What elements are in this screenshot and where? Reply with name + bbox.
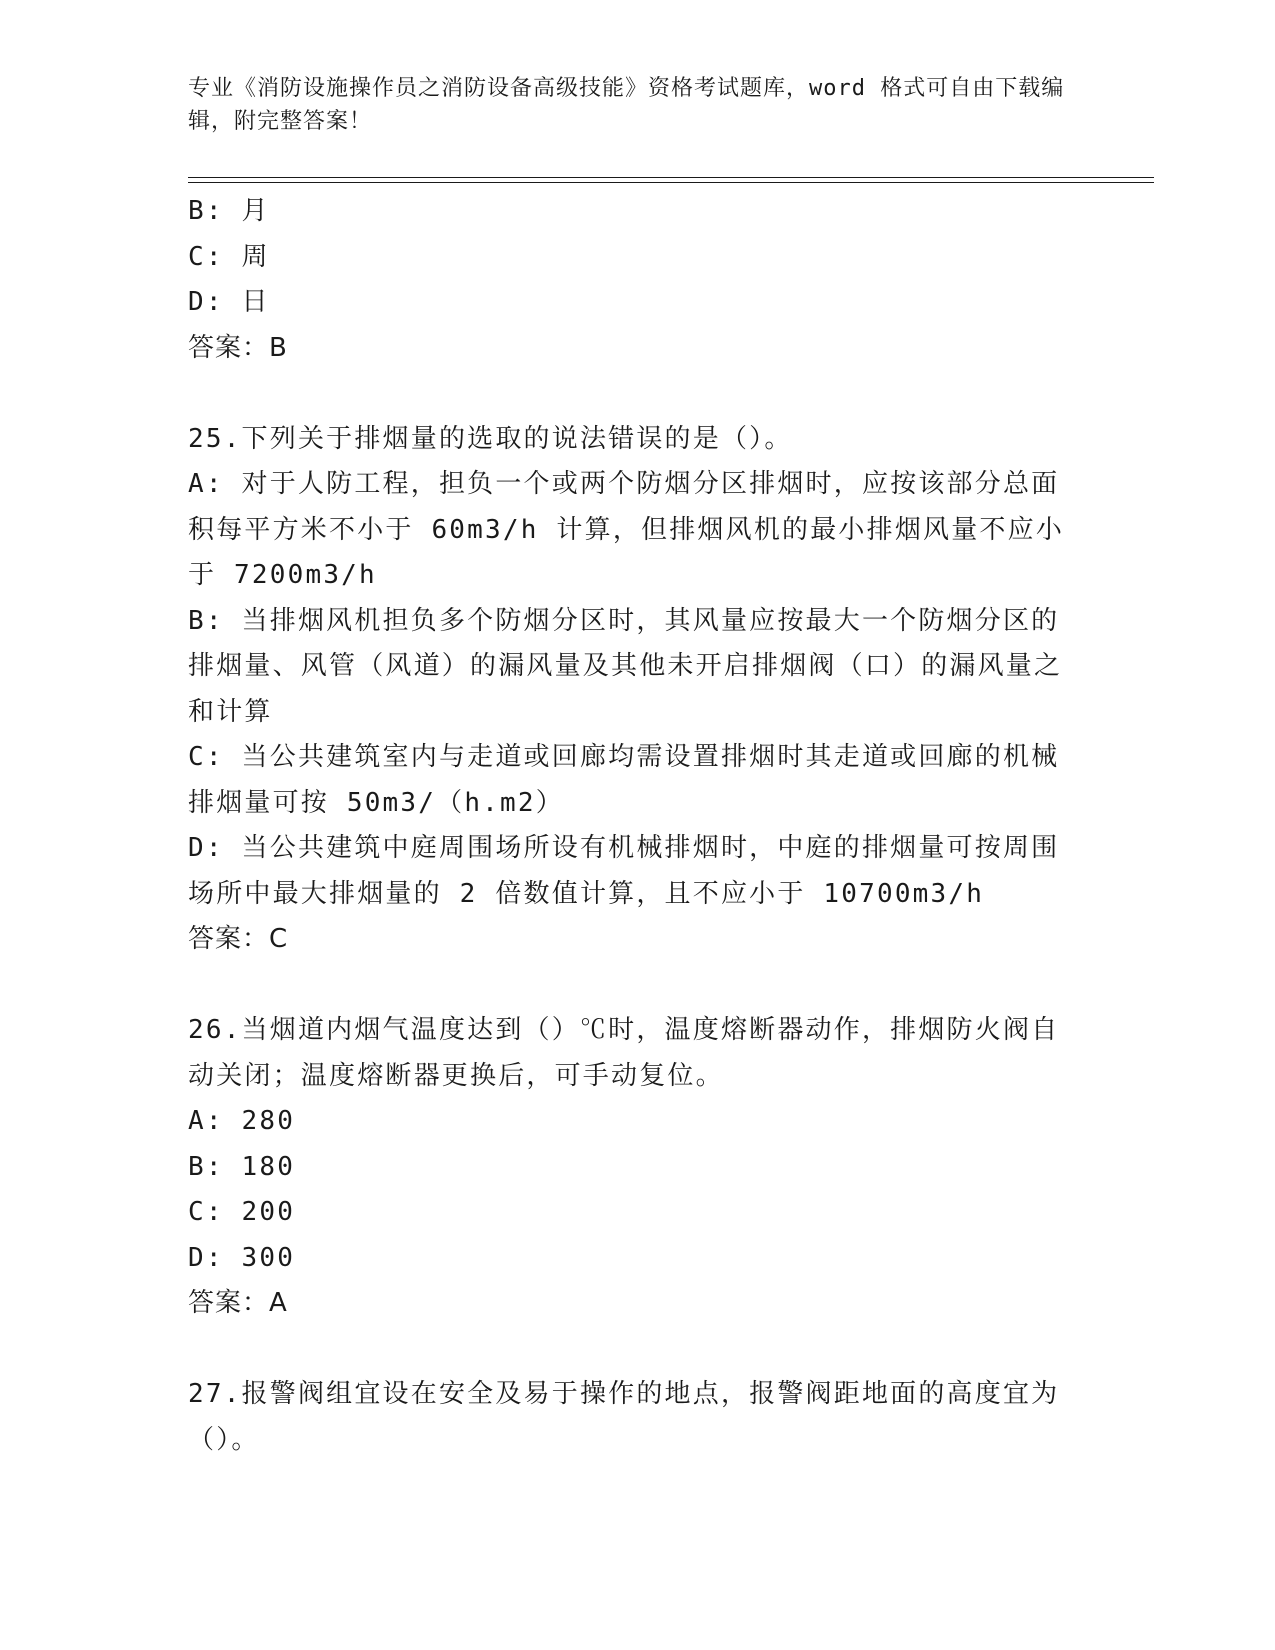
option-d: D: 300 — [188, 1242, 296, 1273]
question-stem: 26.当烟道内烟气温度达到（）℃时，温度熔断器动作，排烟防火阀自动关闭；温度熔断器更换后，可手动复位。 — [188, 1015, 1060, 1091]
option-c: C: 200 — [188, 1197, 296, 1227]
question-27 — [188, 1372, 1073, 1463]
document-header — [188, 72, 1068, 138]
header-divider — [188, 177, 1154, 183]
question-25 — [188, 417, 1073, 963]
header-text: 专业《消防设施操作员之消防设备高级技能》资格考试题库，word 格式可自由下载编辑，附完整答案！ — [188, 76, 1065, 134]
answer: 答案：B — [188, 332, 288, 363]
spacer — [188, 1327, 1073, 1373]
spacer — [188, 371, 1073, 417]
question-stem: 27.报警阀组宜设在安全及易于操作的地点，报警阀距地面的高度宜为（）。 — [188, 1379, 1060, 1455]
option-a: A: 280 — [188, 1106, 296, 1136]
option-a: A: 对于人防工程，担负一个或两个防烟分区排烟时，应按该部分总面积每平方米不小于 60m3/h 计算，但排烟风机的最小排烟风量不应小于 7200m3/h — [188, 469, 1065, 590]
question-26 — [188, 1008, 1073, 1327]
option-b: B: 180 — [188, 1151, 296, 1182]
question-fragment — [188, 189, 1073, 371]
option-d: D: 日 — [188, 287, 270, 317]
option-b: B: 月 — [188, 196, 270, 226]
answer: 答案：A — [188, 1288, 288, 1318]
question-stem: 25.下列关于排烟量的选取的说法错误的是（）。 — [188, 423, 793, 454]
question-content — [188, 189, 1073, 1463]
answer: 答案：C — [188, 924, 289, 954]
spacer — [188, 963, 1073, 1009]
option-b: B: 当排烟风机担负多个防烟分区时，其风量应按最大一个防烟分区的排烟量、风管（风道）的漏风量及其他未开启排烟阀（口）的漏风量之和计算 — [188, 605, 1063, 727]
option-d: D: 当公共建筑中庭周围场所设有机械排烟时，中庭的排烟量可按周围场所中最大排烟量的 2 倍数值计算，且不应小于 10700m3/h — [188, 833, 1060, 909]
option-c: C: 周 — [188, 241, 270, 272]
option-c: C: 当公共建筑室内与走道或回廊均需设置排烟时其走道或回廊的机械排烟量可按 50m3/（h.m2） — [188, 742, 1060, 818]
